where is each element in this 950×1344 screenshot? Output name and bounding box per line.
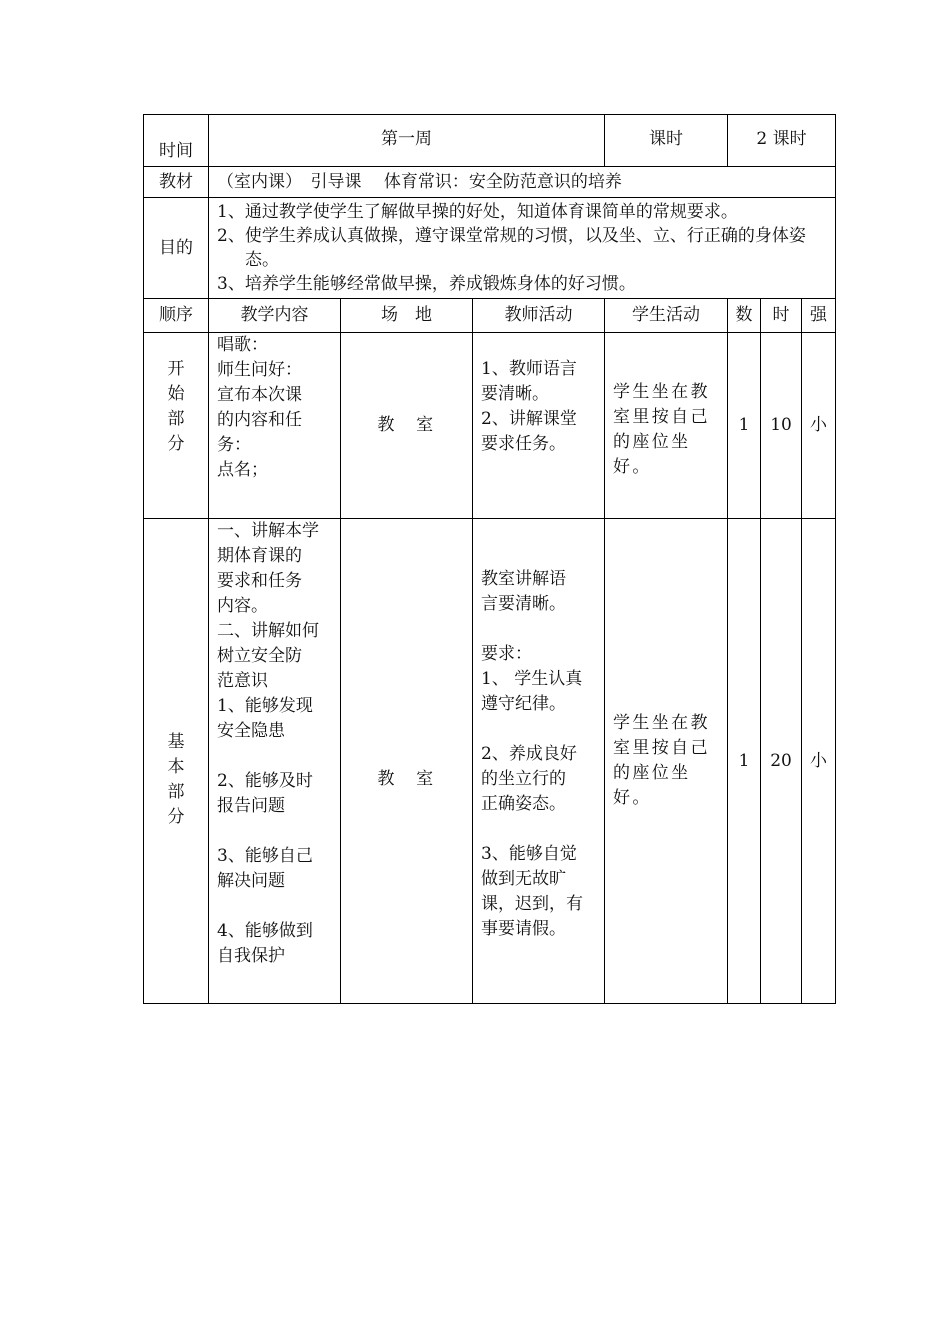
intensity-cell: 小 <box>802 333 836 519</box>
count-cell: 1 <box>728 519 761 1004</box>
lesson-plan-table <box>143 114 836 1004</box>
time-label: 时间 <box>144 115 209 167</box>
content-cell <box>209 519 341 1004</box>
student-cell <box>605 333 728 519</box>
goal-content <box>209 198 836 299</box>
period-label: 课时 <box>605 115 728 167</box>
order-text: 基 本 部 分 <box>167 732 185 827</box>
column-header-row <box>144 299 836 333</box>
venue-text: 教 室 <box>377 415 436 435</box>
week-value: 第一周 <box>209 115 605 167</box>
time-cell: 20 <box>761 519 802 1004</box>
teacher-text: 1、教师语言 要清晰。 2、讲解课堂 要求任务。 <box>481 359 577 454</box>
goal-row <box>144 198 836 299</box>
time-cell: 10 <box>761 333 802 519</box>
col-time: 时 <box>761 299 802 333</box>
content-text: 一、讲解本学 期体育课的 要求和任务 内容。 二、讲解如何 树立安全防 范意识 1、能够发现 安全隐患 2、能够及时 报告问题 3、能够自己 解决问题 4、能够做到 自我保护 <box>217 521 319 966</box>
col-intensity: 强 <box>802 299 836 333</box>
table-row <box>144 333 836 519</box>
period-value: 2 课时 <box>728 115 836 167</box>
goal-label: 目的 <box>144 198 209 299</box>
order-cell <box>144 333 209 519</box>
content-cell <box>209 333 341 519</box>
table-row <box>144 519 836 1004</box>
col-venue: 场 地 <box>341 299 473 333</box>
student-text: 学生坐在教 室里按自己 的座位坐好。 <box>613 713 710 808</box>
header-row <box>144 115 836 167</box>
venue-cell <box>341 519 473 1004</box>
col-order: 顺序 <box>144 299 209 333</box>
order-cell <box>144 519 209 1004</box>
goal-item: 3、培养学生能够经常做早操，养成锻炼身体的好习惯。 <box>217 274 636 294</box>
content-text: 唱歌： 师生问好： 宣布本次课 的内容和任 务： 点名； <box>217 335 302 480</box>
student-cell <box>605 519 728 1004</box>
material-row <box>144 167 836 198</box>
student-text: 学生坐在教 室里按自己 的座位坐好。 <box>613 381 710 477</box>
count-cell: 1 <box>728 333 761 519</box>
col-student: 学生活动 <box>605 299 728 333</box>
order-text: 开 始 部 分 <box>167 359 185 454</box>
material-content: （室内课） 引导课 体育常识：安全防范意识的培养 <box>209 167 836 198</box>
goal-item: 2、使学生养成认真做操，遵守课堂常规的习惯，以及坐、立、行正确的身体姿态。 <box>217 226 806 270</box>
venue-cell <box>341 333 473 519</box>
teacher-text: 教室讲解语 言要清晰。 要求： 1、 学生认真 遵守纪律。 2、养成良好 的坐立行的 正确姿态。 3、能够自觉 做到无故旷 课，迟到，有 事要请假。 <box>481 569 583 939</box>
teacher-cell <box>473 519 605 1004</box>
intensity-cell: 小 <box>802 519 836 1004</box>
material-label: 教材 <box>144 167 209 198</box>
venue-text: 教 室 <box>377 768 436 789</box>
col-content: 教学内容 <box>209 299 341 333</box>
goal-item: 1、通过教学使学生了解做早操的好处，知道体育课简单的常规要求。 <box>217 202 738 222</box>
lesson-plan-sheet <box>143 114 835 1004</box>
col-teacher: 教师活动 <box>473 299 605 333</box>
teacher-cell <box>473 333 605 519</box>
col-count: 数 <box>728 299 761 333</box>
